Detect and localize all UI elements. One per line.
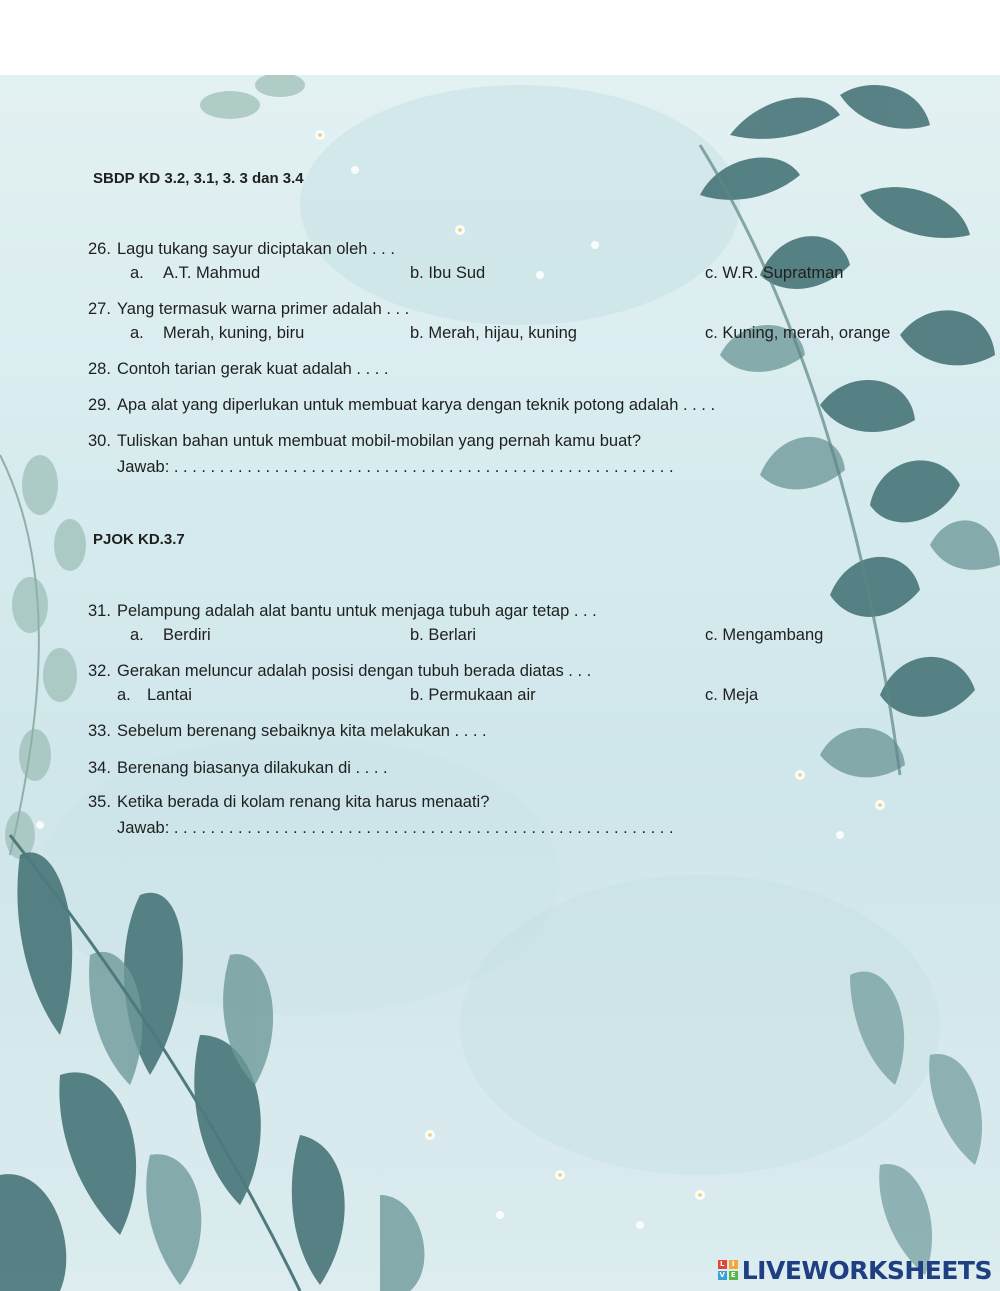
option-b: b. Ibu Sud	[410, 264, 486, 282]
logo-letter: I	[729, 1260, 738, 1269]
option-c: c. Meja	[705, 686, 759, 704]
option-c: c. W.R. Supratman	[705, 264, 844, 282]
option-b: b. Permukaan air	[410, 686, 536, 704]
answer-line[interactable]: Jawab: . . . . . . . . . . . . . . . . . . . . . . . . . . . . . . . . . . . . . . . . . . . . . . . . . . . . . . .	[117, 458, 674, 476]
question-text: Berenang biasanya dilakukan di . . . .	[117, 759, 388, 777]
option-a-letter: a.	[130, 626, 144, 644]
question-number: 27.	[88, 300, 111, 318]
worksheet-page	[0, 75, 1000, 1291]
question-text: Gerakan meluncur adalah posisi dengan tubuh berada diatas . . .	[117, 662, 592, 680]
question-number: 29.	[88, 396, 111, 414]
answer-line[interactable]: Jawab: . . . . . . . . . . . . . . . . . . . . . . . . . . . . . . . . . . . . . . . . . . . . . . . . . . . . . . .	[117, 819, 674, 837]
worksheet-content	[0, 75, 1000, 1291]
logo-mark-icon	[718, 1260, 738, 1280]
logo-letter: V	[719, 1271, 725, 1279]
logo-letter: L	[718, 1260, 727, 1269]
option-b: b. Berlari	[410, 626, 477, 644]
option-a-letter: a.	[117, 686, 131, 704]
question-text: Apa alat yang diperlukan untuk membuat karya dengan teknik potong adalah . . . .	[117, 396, 716, 414]
option-a-letter: a.	[130, 264, 144, 282]
question-number: 33.	[88, 722, 111, 740]
question-number: 35.	[88, 793, 111, 811]
option-a: Berdiri	[163, 626, 211, 644]
question-number: 32.	[88, 662, 111, 680]
option-a: Merah, kuning, biru	[163, 324, 305, 342]
section-heading-pjok: PJOK KD.3.7	[93, 531, 185, 548]
question-text: Tuliskan bahan untuk membuat mobil-mobilan yang pernah kamu buat?	[117, 432, 642, 450]
question-number: 34.	[88, 759, 111, 777]
option-b: b. Merah, hijau, kuning	[410, 324, 577, 342]
option-a: A.T. Mahmud	[163, 264, 261, 282]
question-text: Contoh tarian gerak kuat adalah . . . .	[117, 360, 389, 378]
question-text: Lagu tukang sayur diciptakan oleh . . .	[117, 240, 395, 258]
option-a-letter: a.	[130, 324, 144, 342]
question-number: 30.	[88, 432, 111, 450]
logo-letter: E	[729, 1271, 738, 1280]
logo-text: LIVEWORKSHEETS	[741, 1255, 992, 1285]
section-heading-sbdp: SBDP KD 3.2, 3.1, 3. 3 dan 3.4	[93, 170, 304, 187]
option-c: c. Kuning, merah, orange	[705, 324, 891, 342]
option-c: c. Mengambang	[705, 626, 824, 644]
question-text: Sebelum berenang sebaiknya kita melakukan . . . .	[117, 722, 487, 740]
question-text: Pelampung adalah alat bantu untuk menjaga tubuh agar tetap . . .	[117, 602, 597, 620]
liveworksheets-logo[interactable]	[718, 1257, 992, 1283]
question-number: 26.	[88, 240, 111, 258]
question-number: 28.	[88, 360, 111, 378]
question-text: Ketika berada di kolam renang kita harus menaati?	[117, 793, 490, 811]
option-a: Lantai	[147, 686, 192, 704]
question-text: Yang termasuk warna primer adalah . . .	[117, 300, 410, 318]
question-number: 31.	[88, 602, 111, 620]
